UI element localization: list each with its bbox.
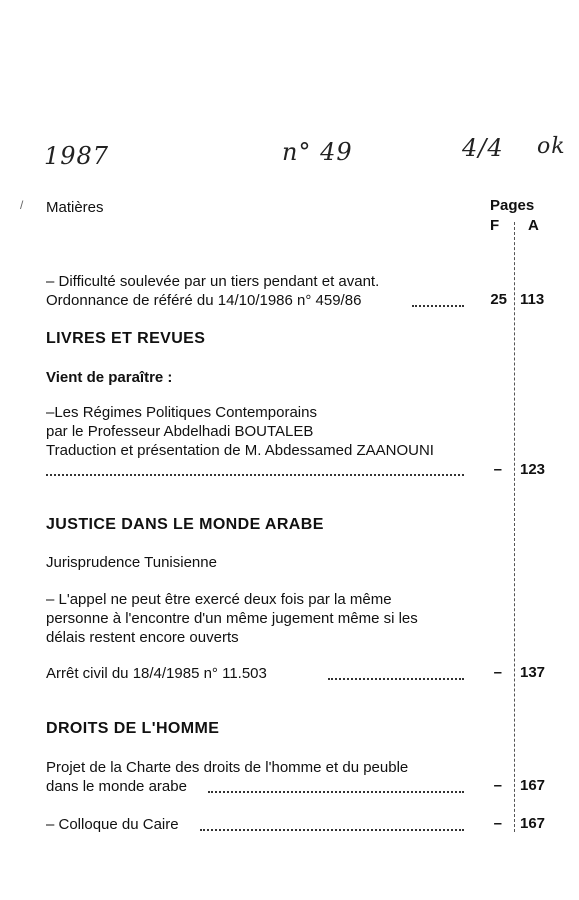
section-heading-justice: JUSTICE DANS LE MONDE ARABE [46,516,324,533]
entry-tiers-leader [412,305,464,307]
handwritten-fraction: 4/4 [462,134,504,162]
handwritten-ok: ok [537,134,566,159]
entry-justice-leader [328,678,464,680]
header-pages: Pages [490,197,535,214]
handwritten-number: n° 49 [282,138,353,166]
entry-tiers-page-f: 25 [490,291,507,308]
header-col-a: A [528,217,539,234]
subheading-jurisprudence: Jurisprudence Tunisienne [46,554,217,571]
entry-colloque-leader [200,829,464,831]
entry-tiers-page-a: 113 [520,291,545,308]
header-matieres: Matières [46,199,104,216]
entry-tiers-line1: – Difficulté soulevée par un tiers pendant et avant. [46,273,380,290]
entry-droits-line1: Projet de la Charte des droits de l'homme et du peuble [46,759,409,776]
entry-tiers-line2: Ordonnance de référé du 14/10/1986 n° 459/86 [46,292,362,309]
entry-justice-line4: Arrêt civil du 18/4/1985 n° 11.503 [46,665,267,682]
entry-justice-page-f: – [493,664,502,681]
stray-mark: / [20,198,24,212]
entry-colloque-page-f: – [493,815,502,832]
section-heading-droits: DROITS DE L'HOMME [46,720,220,737]
entry-justice-line2: personne à l'encontre d'un même jugement même si les [46,610,418,627]
entry-livres-page-a: 123 [520,461,546,478]
entry-livres-leader [46,474,464,476]
entry-livres-page-f: – [493,461,502,478]
section-heading-livres: LIVRES ET REVUES [46,330,206,347]
handwritten-year: 1987 [44,142,110,170]
entry-justice-line3: délais restent encore ouverts [46,629,239,646]
entry-colloque-line1: – Colloque du Caire [46,816,179,833]
entry-droits-line2: dans le monde arabe [46,778,187,795]
entry-droits-leader [208,791,464,793]
entry-colloque-page-a: 167 [520,815,546,832]
entry-livres-line1: –Les Régimes Politiques Contemporains [46,404,317,421]
entry-justice-page-a: 137 [520,664,546,681]
entry-livres-line3: Traduction et présentation de M. Abdessamed ZAANOUNI [46,442,434,459]
header-col-f: F [490,217,500,234]
subheading-vient-de-paraitre: Vient de paraître : [46,369,173,386]
entry-droits-page-a: 167 [520,777,546,794]
entry-droits-page-f: – [493,777,502,794]
column-divider [514,222,515,832]
entry-livres-line2: par le Professeur Abdelhadi BOUTALEB [46,423,314,440]
entry-justice-line1: – L'appel ne peut être exercé deux fois par la même [46,591,392,608]
